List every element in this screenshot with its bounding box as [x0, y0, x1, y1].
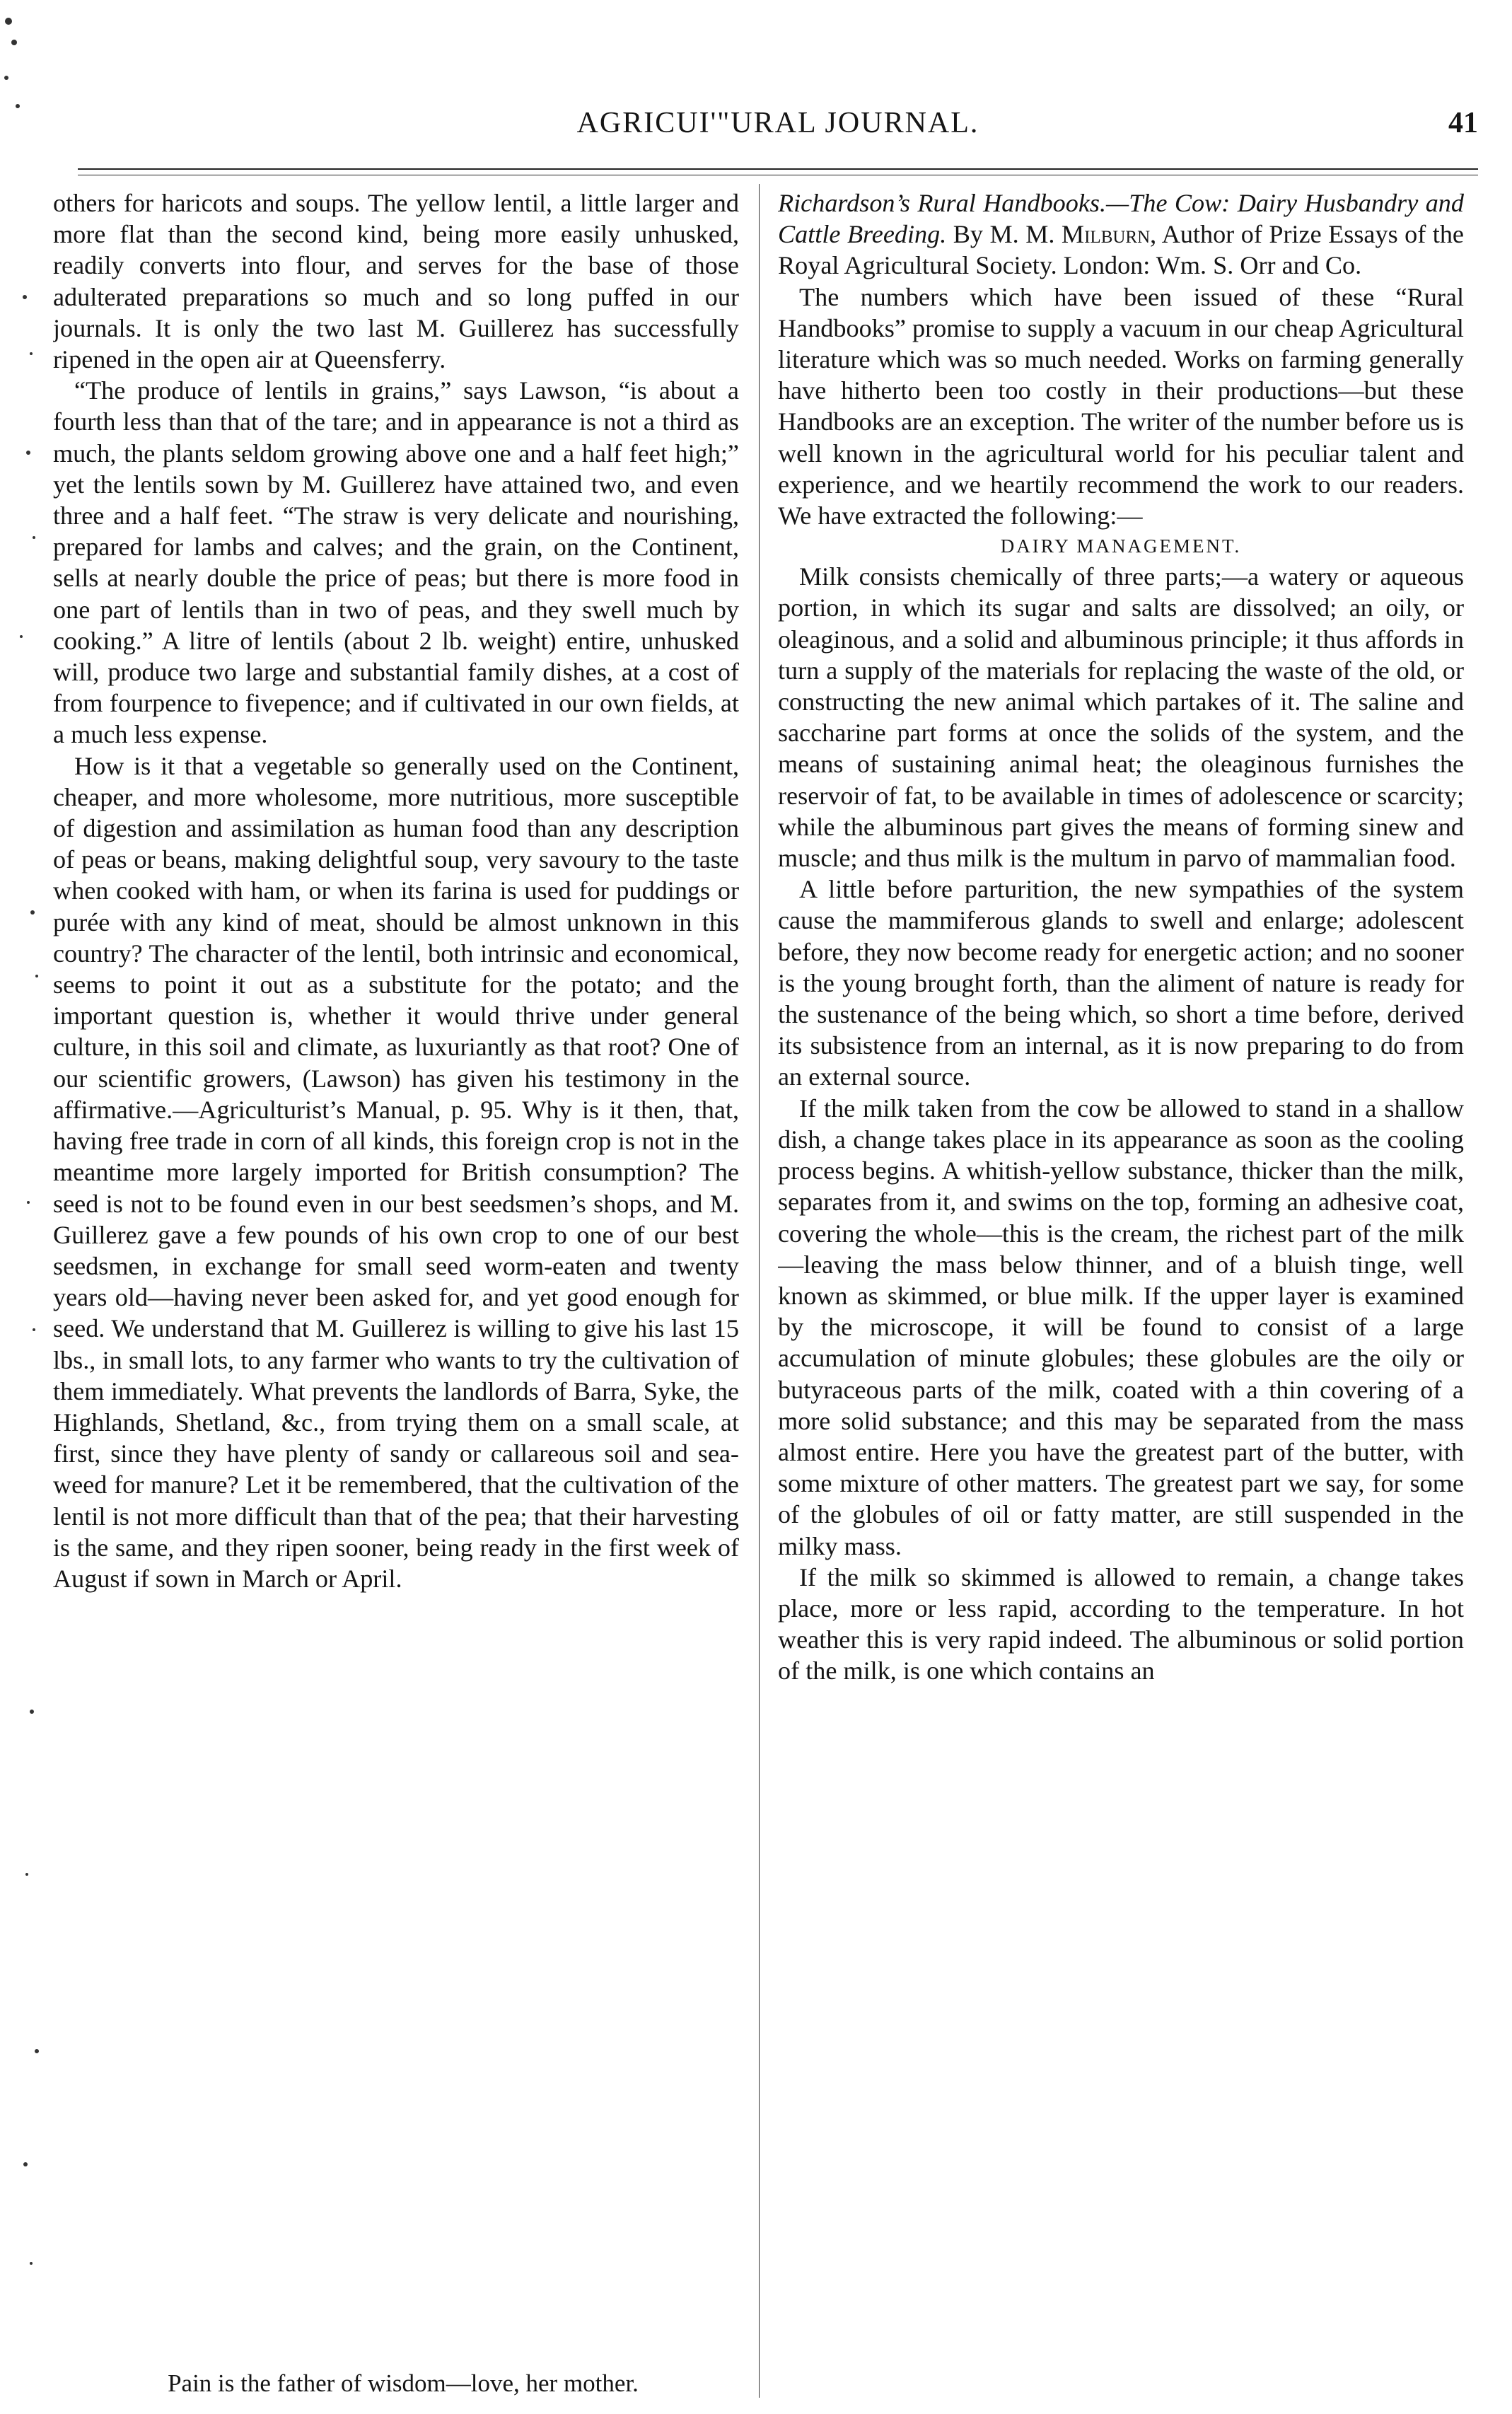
page-number: 41 [1448, 107, 1478, 139]
book-by: By M. M. [953, 220, 1055, 249]
page-header [78, 106, 1478, 156]
column-divider [759, 184, 760, 2398]
paragraph: “The produce of lentils in grains,” says Lawson, “is about a fourth less than that of the tare; and in appearance is not a third as much, the plants seldom growing above one and a half feet high;” yet the lentils sown by M. Guillerez have attained two, and even three and a half feet. “The straw is very delicate and nourishing, prepared for lambs and calves; and the grain, on the Continent, sells at nearly double the price of peas; but there is more food in one part of lentils than in two of peas, and they swell much by cooking.” A litre of lentils (about 2 lb. weight) entire, unhusked will, produce two large and substantial family dishes, at a cost of from fourpence to fivepence; and if cultivated in our own fields, at a much less expense. [53, 376, 739, 749]
book-details: , Author of Prize Essays of the Royal Agricultural Society. London: Wm. S. Orr and Co. [778, 220, 1464, 280]
proverb: Pain is the father of wisdom—love, her mother. [168, 2369, 639, 2397]
paragraph: A little before parturition, the new sympathies of the system cause the mammiferous glands to swell and enlarge; adolescent before, they now become ready for energetic action; and no sooner is the young brought forth, than the aliment of nature is ready for the sustenance of the being which, so short a time before, derived its subsistence from an internal, as it is now preparing to do from an external source. [778, 875, 1464, 1091]
paragraph: If the milk taken from the cow be allowed to stand in a shallow dish, a change takes place in its appearance as soon as the cooling process begins. A whitish-yellow substance, thicker than the milk, separates from it, and swims on the top, forming an adhesive coat, covering the whole—this is the cream, the richest part of the milk—leaving the mass below thinner, and of a bluish tinge, well known as skimmed, or blue milk. If the upper layer is examined by the microscope, it will be found to consist of a large accumulation of minute globules; these globules are the oily or butyraceous parts of the milk, coated with a thin covering of a more solid substance; and this may be separated from the mass almost entire. Here you have the greatest part of the butter, with some mixture of other matters. The greatest part we say, for some of the globules of oil or fatty matter, are still suspended in the milky mass. [778, 1093, 1464, 1560]
left-column [53, 187, 739, 2369]
running-title: AGRICUI'"URAL JOURNAL. [576, 107, 979, 139]
section-heading: DAIRY MANAGEMENT. [1000, 535, 1242, 557]
right-column [778, 187, 1464, 2408]
paragraph: The numbers which have been issued of these “Rural Handbooks” promise to supply a vacuum in our cheap Agricultural literature which was so much needed. Works on farming generally have hitherto been too costly in their productions—but these Handbooks are an exception. The writer of the number before us is well known in the agricultural world for his peculiar talent and experience, and we heartily recommend the work to our readers. We have extracted the following:— [778, 282, 1464, 530]
paragraph: How is it that a vegetable so generally used on the Continent, cheaper, and more wholesome, more nutritious, more susceptible of digestion and assimilation as human food than any description of peas or beans, making delightful soup, very savoury to the taste when cooked with ham, or when its farina is used for puddings or purée with any kind of meat, should be almost unknown in this country? The character of the lentil, both intrinsic and economical, seems to point it out as a substitute for the potato; and the important question is, whether it would thrive under general culture, in this soil and climate, as luxuriantly as that root? One of our scientific growers, (Lawson) has given his testimony in the affirmative.—Agriculturist’s Manual, p. 95. Why is it then, that, having free trade in corn of all kinds, this foreign crop is not in the meantime more largely imported for British consumption? The seed is not to be found even in our best seedsmen’s shops, and M. Guillerez gave a few pounds of his own crop to one of our best seedsmen, in exchange for small seed worm-eaten and twenty years old—having never been asked for, and yet good enough for seed. We understand that M. Guillerez is willing to give his last 15 lbs., in small lots, to any farmer who wants to try the cultivation of them immediately. What prevents the landlords of Barra, Syke, the Highlands, Shetland, &c., from trying them on a small scale, at first, since they have plenty of sandy or callareous soil and sea-weed for manure? Let it be remembered, that the cultivation of the lentil is not more difficult than that of the pea; that their harvesting is the same, and they ripen sooner, being ready in the first week of August if sown in March or April. [53, 751, 739, 1593]
book-author: Milburn [1061, 220, 1151, 249]
book-title: Richardson’s Rural Handbooks.—The Cow: Dairy Husbandry and Cattle Breeding. [778, 189, 1464, 249]
scan-edge-marks [0, 0, 42, 2414]
book-reference [778, 187, 1464, 282]
header-rule [78, 168, 1478, 170]
paragraph: Milk consists chemically of three parts;—a watery or aqueous portion, in which its sugar and salts are dissolved; an oily, or oleaginous, and a solid and albuminous principle; it thus affords in turn a supply of the materials for replacing the waste of the old, or constructing the new animal which partakes of it. The saline and saccharine part forms at once the solids of the system, and the means of sustaining animal heat; the oleaginous furnishes the reservoir of fat, to be available in times of adolescence or scarcity; while the albuminous part gives the means of forming sinew and muscle; and thus milk is the multum in parvo of mammalian food. [778, 562, 1464, 873]
paragraph: others for haricots and soups. The yellow lentil, a little larger and more flat than the second kind, being more easily unhusked, readily converts into flour, and serves for the base of those adulterated preparations so much and so long puffed in our journals. It is only the two last M. Guillerez has successfully ripened in the open air at Queensferry. [53, 189, 739, 374]
paragraph: If the milk so skimmed is allowed to remain, a change takes place, more or less rapid, according to the temperature. In hot weather this is very rapid indeed. The albuminous or solid portion of the milk, is one which contains an [778, 1562, 1464, 1685]
